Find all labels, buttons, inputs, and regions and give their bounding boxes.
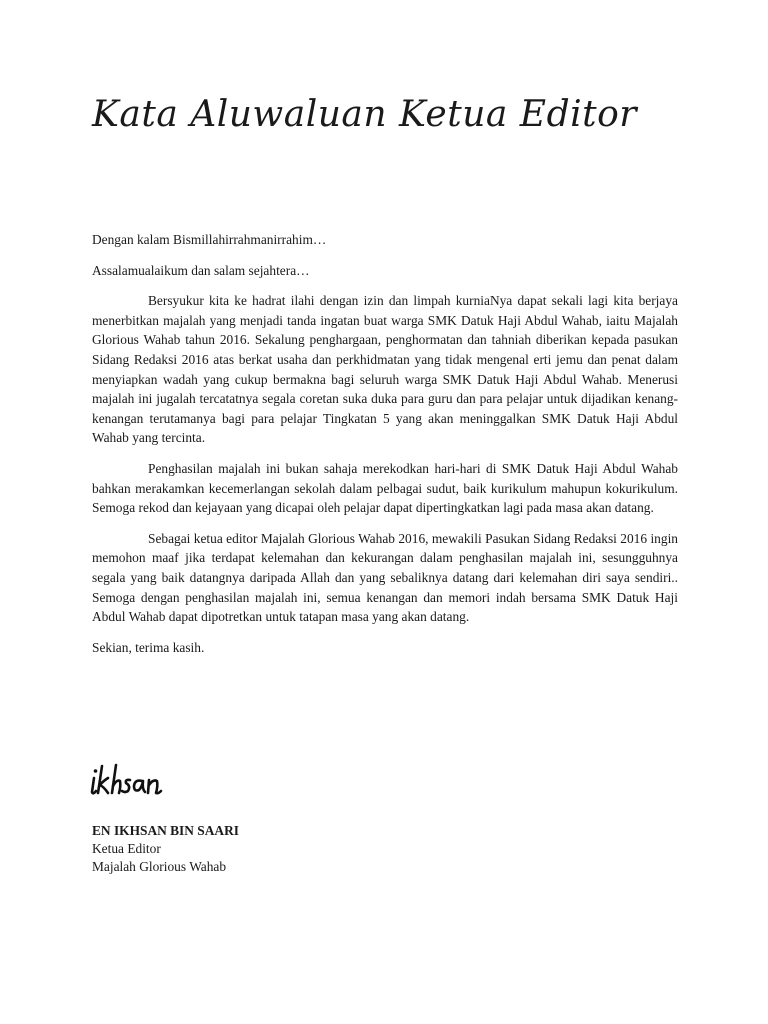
greeting-bismillah: Dengan kalam Bismillahirrahmanirrahim… — [92, 232, 327, 247]
handwritten-signature — [88, 760, 178, 802]
paragraph-gratitude: Bersyukur kita ke hadrat ilahi dengan izin dan limpah kurniaNya dapat sekali lagi kita berjaya menerbitkan majalah yang menjadi tanda ingatan buat warga SMK Datuk Haji Abdul Wahab, iaitu Majalah Glorious Wahab tahun 2016. Sekalung penghargaan, penghormatan dan tahniah diberikan kepada pasukan Sidang Redaksi 2016 atas berkat usaha dan perkhidmatan yang tidak mengenal erti jemu dan penat dalam menyiapkan wadah yang cukup bermakna bagi seluruh warga SMK Datuk Haji Abdul Wahab. Menerusi majalah ini jugalah tercatatnya segala coretan suka duka para guru dan para pelajar untuk dijadikan kenang-kenangan terutamanya bagi para pelajar Tingkatan 5 yang akan meninggalkan SMK Datuk Haji Abdul Wahab yang tercinta. — [92, 293, 678, 446]
signatory-organization: Majalah Glorious Wahab — [92, 859, 227, 874]
page-title: Kata Aluwaluan Ketua Editor — [92, 94, 637, 135]
signatory-block — [92, 822, 239, 876]
greeting-salam: Assalamualaikum dan salam sejahtera… — [92, 262, 310, 278]
signatory-role: Ketua Editor — [92, 841, 161, 856]
paragraph-apology: Sebagai ketua editor Majalah Glorious Wahab 2016, mewakili Pasukan Sidang Redaksi 2016 ingin memohon maaf jika terdapat kelemahan dan kekurangan dalam penghasilan majalah ini, sesungguhnya segala yang baik datangnya daripada Allah dan yang sebaliknya datang dari kelemahan diri saya sendiri.. Semoga dengan penghasilan majalah ini, semua kenangan dan memori indah bersama SMK Datuk Haji Abdul Wahab dapat dipotretkan untuk tatapan masa yang akan datang. — [92, 530, 678, 625]
paragraph-achievements: Penghasilan majalah ini bukan sahaja merekodkan hari-hari di SMK Datuk Haji Abdul Wahab bahkan merakamkan kecemerlangan sekolah dalam pelbagai sudut, baik kurikulum mahupun kokurikulum. Semoga rekod dan kejayaan yang dicapai oleh pelajar dapat dipertingkatkan lagi pada masa akan datang. — [92, 460, 678, 516]
closing-line: Sekian, terima kasih. — [92, 639, 205, 655]
letter-body — [92, 230, 678, 668]
signatory-name: EN IKHSAN BIN SAARI — [92, 823, 239, 838]
